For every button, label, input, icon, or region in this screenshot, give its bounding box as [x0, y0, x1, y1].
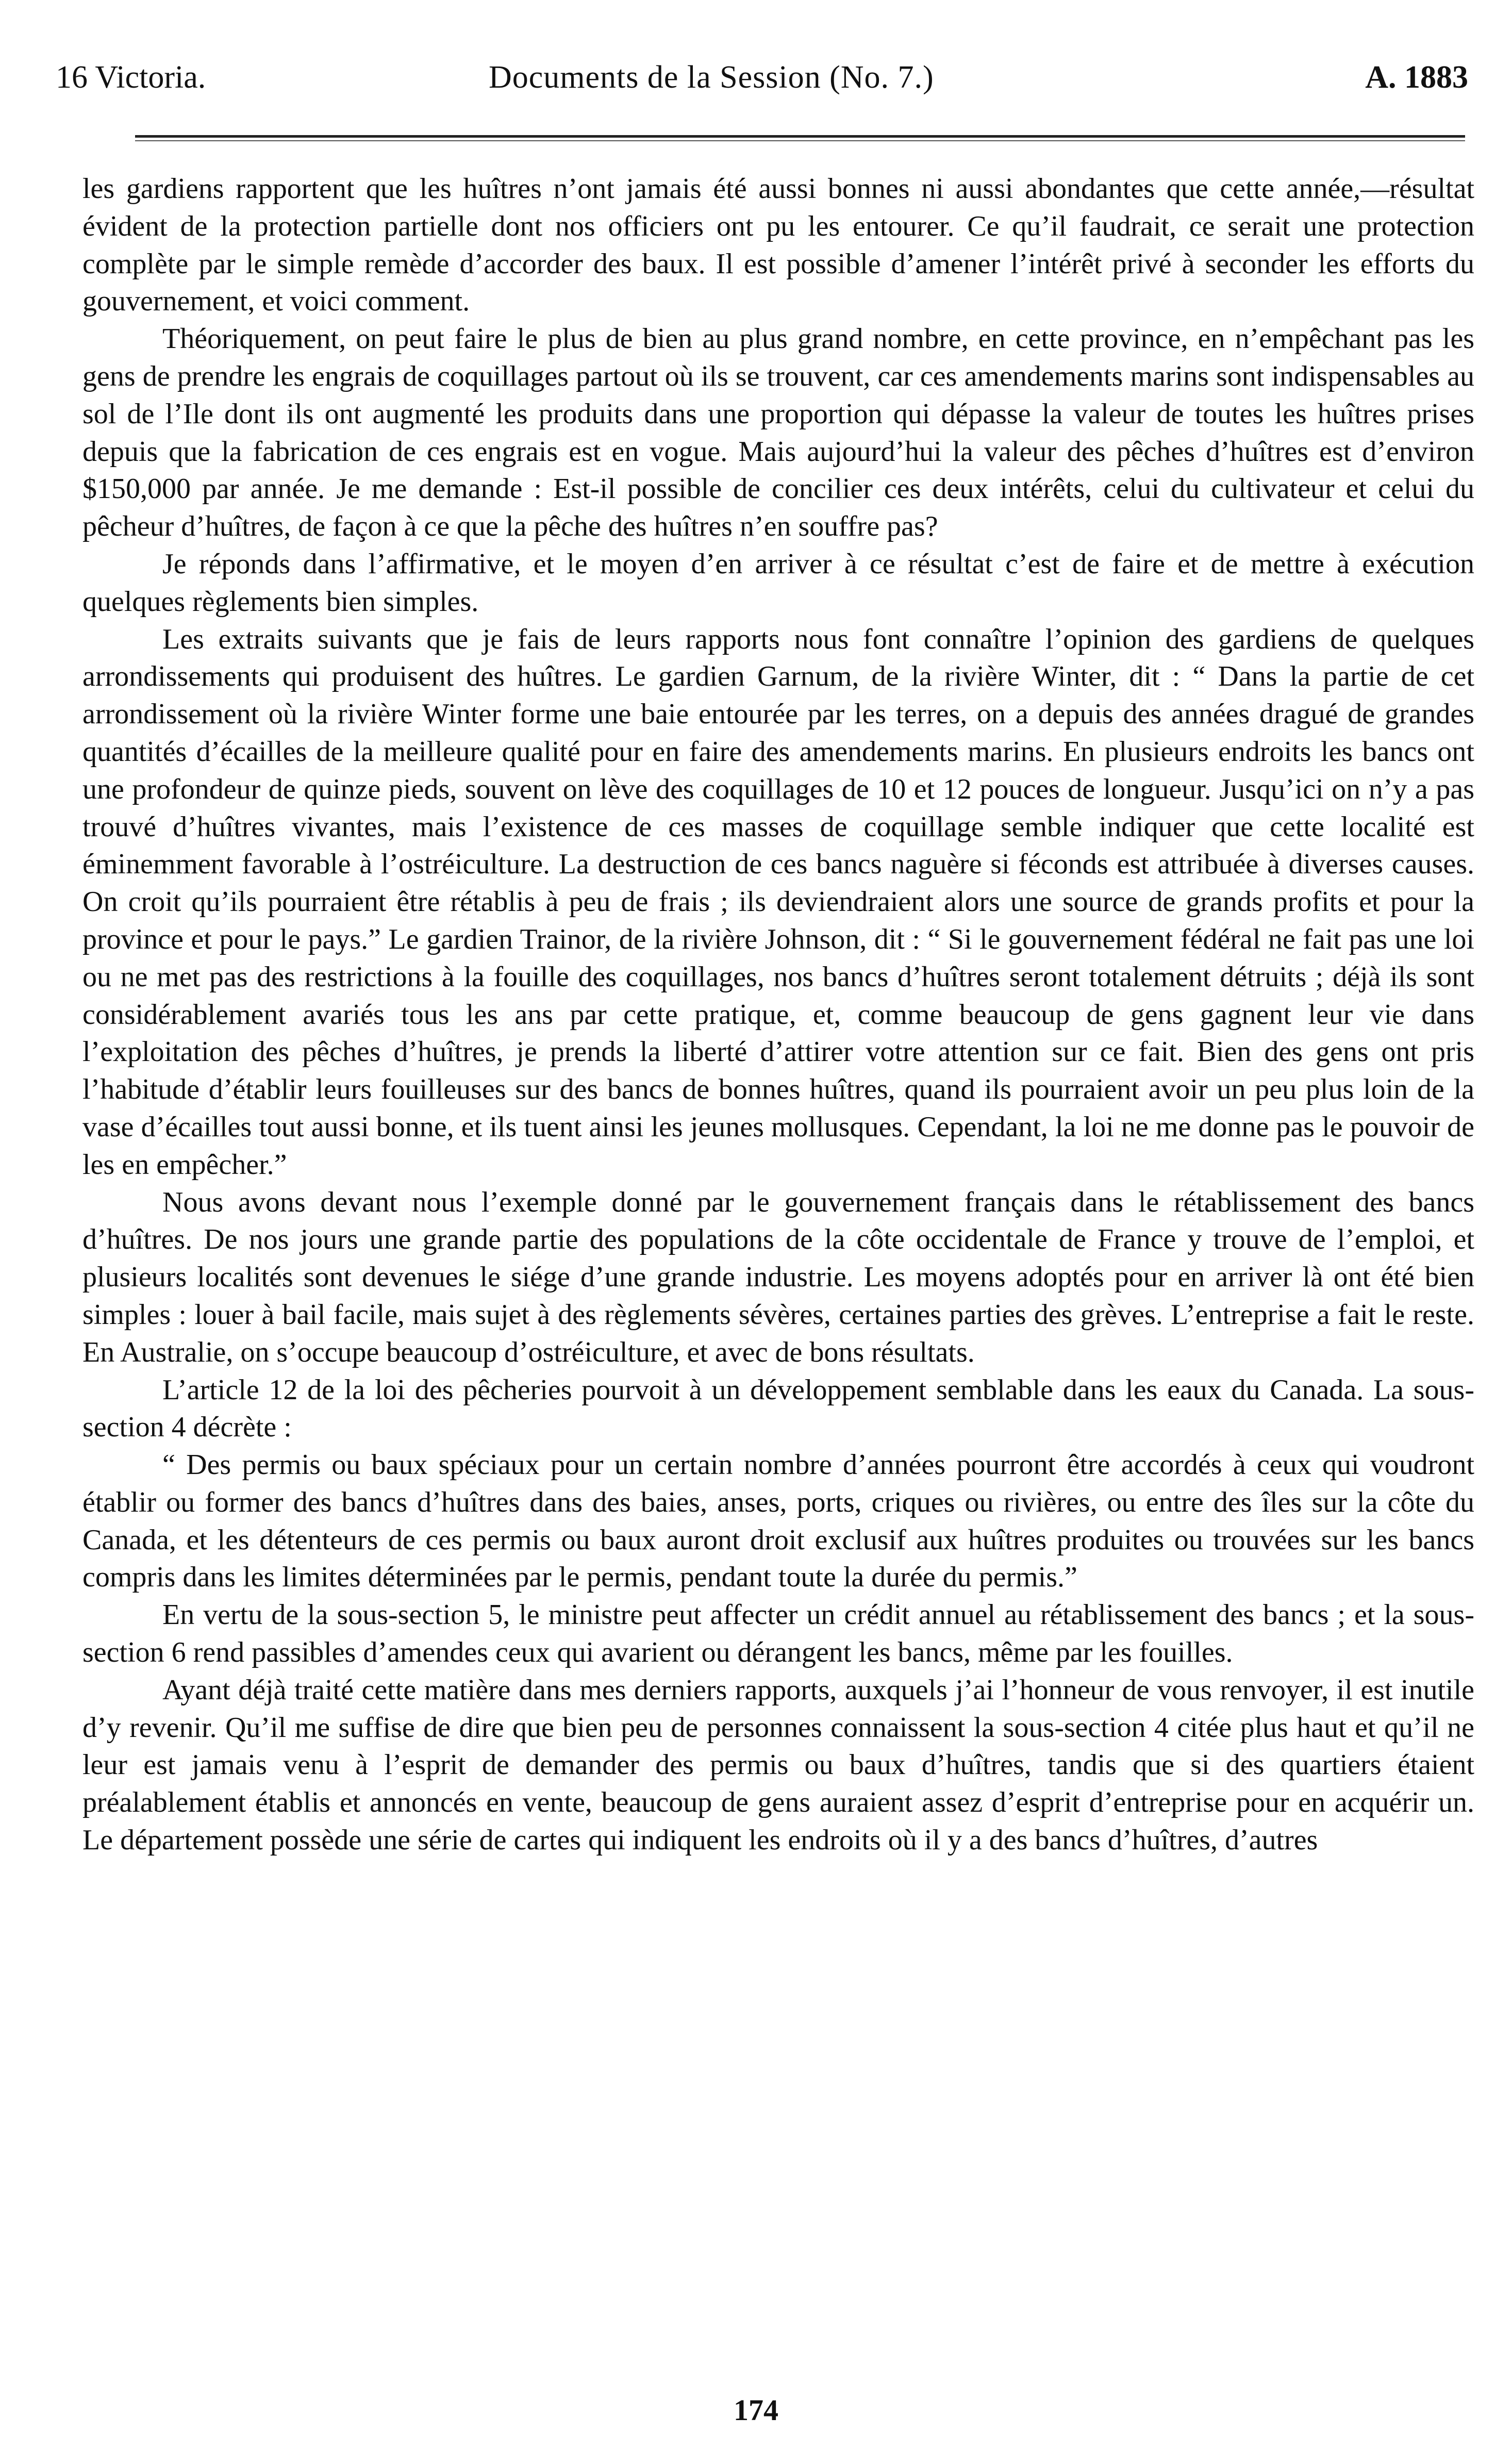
running-header	[56, 57, 1468, 98]
header-year: A. 1883	[1365, 60, 1468, 95]
header-rule-thin	[135, 140, 1465, 141]
paragraph: Ayant déjà traité cette matière dans mes derniers rapports, auxquels j’ai l’honneur de vous renvoyer, il est inutile d’y revenir. Qu’il me suffise de dire que bien peu de personnes connaissent la sous-section 4 citée plus haut et qu’il ne leur est jamais venu à l’esprit de demander des permis ou baux d’huîtres, tandis que si des quartiers étaient préalablement établis et annoncés en vente, beaucoup de gens auraient assez d’esprit d’entreprise pour en acquérir un. Le département possède une série de cartes qui indiquent les endroits où il y a des bancs d’huîtres, d’autres	[82, 1674, 1474, 1857]
paragraph: Théoriquement, on peut faire le plus de bien au plus grand nombre, en cette province, en n’empêchant pas les gens de prendre les engrais de coquillages partout où ils se trouvent, car ces amendements marins sont indispensables au sol de l’Ile dont ils ont augmenté les produits dans une proportion qui dépasse la valeur de toutes les huîtres prises depuis que la fabrication de ces engrais est en vogue. Mais aujourd’hui la valeur des pêches d’huîtres est d’environ $150,000 par année. Je me demande : Est-il possible de concilier ces deux intérêts, celui du cultivateur et celui du pêcheur d’huîtres, de façon à ce que la pêche des huîtres n’en souffre pas?	[82, 323, 1474, 543]
paragraph: Nous avons devant nous l’exemple donné par le gouvernement français dans le rétablissement des bancs d’huîtres. De nos jours une grande partie des populations de la côte occidentale de France y trouve de l’emploi, et plusieurs localités sont devenues le siége d’une grande industrie. Les moyens adoptés pour en arriver là ont été bien simples : louer à bail facile, mais sujet à des règlements sévères, certaines parties des grèves. L’entreprise a fait le reste. En Australie, on s’occupe beaucoup d’ostréiculture, et avec de bons résultats.	[82, 1186, 1474, 1368]
paragraph: Je réponds dans l’affirmative, et le moyen d’en arriver à ce résultat c’est de faire et de mettre à exécution quelques règlements bien simples.	[82, 548, 1474, 618]
header-session: 16 Victoria.	[56, 60, 206, 95]
paragraph: En vertu de la sous-section 5, le ministre peut affecter un crédit annuel au rétablissement des bancs ; et la sous-section 6 rend passibles d’amendes ceux qui avarient ou dérangent les bancs, même par les fouilles.	[82, 1599, 1474, 1669]
header-title: Documents de la Session (No. 7.)	[489, 60, 934, 95]
paragraph: Les extraits suivants que je fais de leurs rapports nous font connaître l’opinion des gardiens de quelques arrondissements qui produisent des huîtres. Le gardien Garnum, de la rivière Winter, dit : “ Dans la partie de cet arrondissement où la rivière Winter forme une baie entourée par les terres, on a depuis des années dragué de grandes quantités d’écailles de la meilleure qualité pour en faire des amendements marins. En plusieurs endroits les bancs ont une profondeur de quinze pieds, souvent on lève des coquillages de 10 et 12 pouces de longueur. Jusqu’ici on n’y a pas trouvé d’huîtres vivantes, mais l’existence de ces masses de coquillage semble indiquer que cette localité est éminemment favorable à l’ostréiculture. La destruction de ces bancs naguère si féconds est attribuée à diverses causes. On croit qu’ils pourraient être rétablis à peu de frais ; ils deviendraient alors une source de grands profits et pour la province et pour le pays.” Le gardien Trainor, de la rivière Johnson, dit : “ Si le gouvernement fédéral ne fait pas une loi ou ne met pas des restrictions à la fouille des coquillages, nos bancs d’huîtres seront totalement détruits ; déjà ils sont considérablement avariés tous les ans par cette pratique, et, comme beaucoup de gens gagnent leur vie dans l’exploitation des pêches d’huîtres, je prends la liberté d’attirer votre attention sur ce fait. Bien des gens ont pris l’habitude d’établir leurs fouilleuses sur des bancs de bonnes huîtres, quand ils pourraient avoir un peu plus loin de la vase d’écailles tout aussi bonne, et ils tuent ainsi les jeunes mollusques. Cependant, la loi ne me donne pas le pouvoir de les en empêcher.”	[82, 623, 1474, 1181]
header-rule	[135, 135, 1465, 138]
paragraph: L’article 12 de la loi des pêcheries pourvoit à un développement semblable dans les eaux du Canada. La sous-section 4 décrète :	[82, 1373, 1474, 1444]
paragraph: les gardiens rapportent que les huîtres n’ont jamais été aussi bonnes ni aussi abondantes que cette année,—résultat évident de la protection partielle dont nos officiers ont pu les entourer. Ce qu’il faudrait, ce serait une protection complète par le simple remède d’accorder des baux. Il est possible d’amener l’intérêt privé à seconder les efforts du gouvernement, et voici comment.	[82, 173, 1474, 318]
page-number: 174	[734, 2393, 778, 2427]
body-text	[82, 170, 1474, 1859]
quotation-paragraph: “ Des permis ou baux spéciaux pour un certain nombre d’années pourront être accordés à ceux qui voudront établir ou former des bancs d’huîtres dans des baies, anses, ports, criques ou rivières, ou entre des îles sur la côte du Canada, et les détenteurs de ces permis ou baux auront droit exclusif aux huîtres produites ou trouvées sur les bancs compris dans les limites déterminées par le permis, pendant toute la durée du permis.”	[82, 1449, 1474, 1594]
